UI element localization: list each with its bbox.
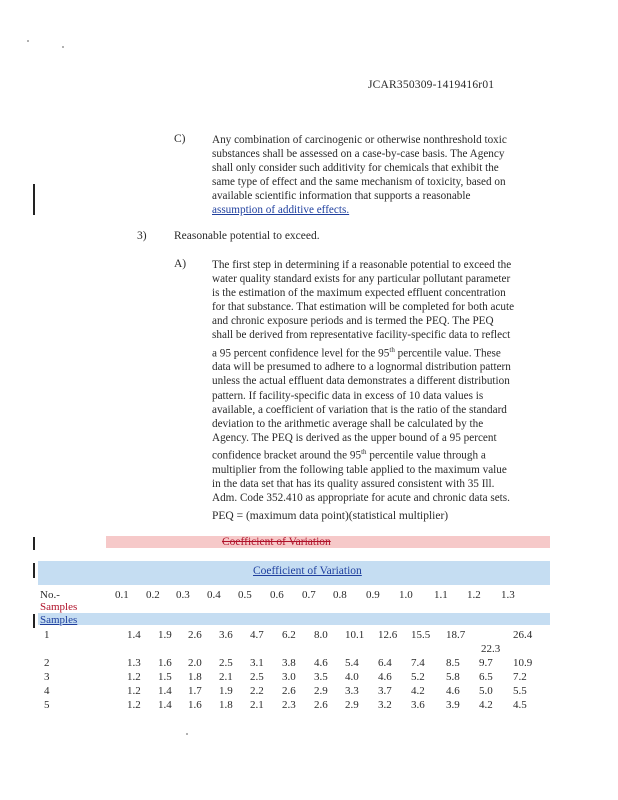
multiplier-cell: 2.5 [219,657,233,669]
change-bar [33,614,35,628]
multiplier-cell: 8.5 [446,657,460,669]
item-a-line: is the estimation of the maximum expected effluent concentration [212,287,506,300]
item-c-line: same type of effect and the same mechanism of toxicity, based on [212,176,506,189]
multiplier-cell: 2.6 [314,699,328,711]
cv-header-cell: 0.5 [238,589,252,601]
item-a-line: available, a coefficient of variation that is the ratio of the standard [212,403,507,416]
multiplier-cell: 3.2 [378,699,392,711]
multiplier-cell: 4.6 [446,685,460,697]
item-c-label: C) [174,133,186,145]
item-a-line: and chronic exposure periods and is termed the PEQ. The PEQ [212,315,494,328]
scan-speck [62,46,64,48]
multiplier-cell: 10.9 [513,657,533,669]
multiplier-cell: 5.2 [411,671,425,683]
multiplier-cell: 22.3 [481,643,501,655]
item-a-line: unless the actual effluent data demonstrates a different distribution [212,375,510,388]
item-a-line: Adm. Code 352.410 as appropriate for acute and chronic data sets. [212,491,510,504]
multiplier-cell: 1.6 [158,657,172,669]
multiplier-cell: 1.6 [188,699,202,711]
item-a-line: deviation to the arithmetic average shall be calculated by the [212,417,484,430]
cv-header-cell: 0.2 [146,589,160,601]
multiplier-cell: 2.0 [188,657,202,669]
item-c-line: Any combination of carcinogenic or otherwise nonthreshold toxic [212,134,507,146]
item-a-line: a 95 percent confidence level for the 95th percentile value. These [212,345,501,360]
multiplier-cell: 3.6 [219,629,233,641]
item-a-line: multiplier from the following table applied to the maximum value [212,463,507,476]
multiplier-cell: 5.0 [479,685,493,697]
item-c-inserted-text: assumption of additive effects. [212,204,350,217]
multiplier-cell: 1.8 [219,699,233,711]
multiplier-cell: 1.4 [158,699,172,711]
change-bar [33,563,35,578]
change-bar [33,537,35,550]
item-a-paragraph [212,258,552,505]
item-a-line: data will be presumed to adhere to a lognormal distribution pattern [212,361,511,374]
cv-header-cell: 1.0 [399,589,413,601]
multiplier-cell: 5.4 [345,657,359,669]
multiplier-cell: 2.2 [250,685,264,697]
cv-header-cell: 0.3 [176,589,190,601]
cv-header-cell: 1.1 [434,589,448,601]
multiplier-cell: 4.6 [378,671,392,683]
multiplier-cell: 1.9 [219,685,233,697]
multiplier-cell: 9.7 [479,657,493,669]
multiplier-cell: 7.4 [411,657,425,669]
multiplier-cell: 3.1 [250,657,264,669]
multiplier-cell: 3.5 [314,671,328,683]
multiplier-cell: 2.6 [282,685,296,697]
multiplier-cell: 26.4 [513,629,533,641]
multiplier-cell: 2.3 [282,699,296,711]
multiplier-cell: 4.7 [250,629,264,641]
sample-count-cell: 1 [44,629,50,641]
multiplier-cell: 1.3 [127,657,141,669]
samples-struck-label: Samples [40,601,78,613]
document-id: JCAR350309-1419416r01 [368,79,495,91]
no-column-label: No.- [40,589,60,601]
multiplier-cell: 7.2 [513,671,527,683]
multiplier-cell: 4.2 [411,685,425,697]
multiplier-cell: 3.8 [282,657,296,669]
multiplier-cell: 1.4 [127,629,141,641]
multiplier-cell: 6.2 [282,629,296,641]
multiplier-cell: 4.5 [513,699,527,711]
multiplier-cell: 2.6 [188,629,202,641]
multiplier-cell: 1.4 [158,685,172,697]
cv-header-cell: 0.7 [302,589,316,601]
item-c-line: shall only consider such additivity for chemicals that exhibit the [212,162,499,175]
multiplier-cell: 1.2 [127,685,141,697]
peq-formula: PEQ = (maximum data point)(statistical multiplier) [212,510,449,522]
multiplier-cell: 1.7 [188,685,202,697]
item-a-line: shall be derived from representative facility-specific data to reflect [212,329,511,342]
item-3-label: 3) [137,230,147,242]
table-title: Coefficient of Variation [253,565,362,577]
multiplier-cell: 1.2 [127,699,141,711]
item-c-line: substances shall be assessed on a case-by-case basis. The Agency [212,148,505,161]
multiplier-cell: 2.9 [314,685,328,697]
multiplier-cell: 5.8 [446,671,460,683]
multiplier-cell: 1.9 [158,629,172,641]
item-a-line: Agency. The PEQ is derived as the upper bound of a 95 percent [212,431,497,444]
inserted-samples-band [38,613,550,625]
multiplier-cell: 2.5 [250,671,264,683]
item-a-line: for that substance. That estimation will be completed for both acute [212,301,515,314]
sample-count-cell: 2 [44,657,50,669]
multiplier-cell: 2.1 [219,671,233,683]
multiplier-cell: 3.0 [282,671,296,683]
scan-speck [27,40,29,42]
multiplier-cell: 12.6 [378,629,398,641]
item-c-paragraph [212,133,552,218]
multiplier-cell: 5.5 [513,685,527,697]
cv-header-cell: 0.6 [270,589,284,601]
scan-speck [186,733,188,735]
multiplier-cell: 10.1 [345,629,365,641]
sample-count-cell: 3 [44,671,50,683]
multiplier-cell: 18.7 [446,629,466,641]
cv-header-cell: 0.1 [115,589,129,601]
multiplier-cell: 6.4 [378,657,392,669]
multiplier-cell: 6.5 [479,671,493,683]
multiplier-cell: 4.0 [345,671,359,683]
multiplier-cell: 4.6 [314,657,328,669]
multiplier-cell: 3.9 [446,699,460,711]
sample-count-cell: 4 [44,685,50,697]
multiplier-cell: 15.5 [411,629,431,641]
multiplier-cell: 3.3 [345,685,359,697]
multiplier-cell: 4.2 [479,699,493,711]
item-a-line: in the data set that has its quality assured consistent with 35 Ill. [212,477,495,490]
struck-table-title: Coefficient of Variation [222,536,331,548]
multiplier-cell: 2.9 [345,699,359,711]
cv-header-cell: 1.2 [467,589,481,601]
multiplier-cell: 1.8 [188,671,202,683]
item-a-line: confidence bracket around the 95th percentile value through a [212,447,486,462]
multiplier-cell: 8.0 [314,629,328,641]
change-bar [33,184,35,215]
samples-inserted-label: Samples [40,614,78,626]
item-c-line: available scientific information that supports a reasonable [212,190,471,203]
cv-header-cell: 0.4 [207,589,221,601]
multiplier-cell: 3.6 [411,699,425,711]
cv-header-cell: 1.3 [501,589,515,601]
item-a-line: water quality standard exists for any particular pollutant parameter [212,273,511,286]
item-a-label: A) [174,258,187,270]
multiplier-cell: 1.5 [158,671,172,683]
multiplier-cell: 3.7 [378,685,392,697]
multiplier-cell: 1.2 [127,671,141,683]
cv-header-cell: 0.9 [366,589,380,601]
item-3-heading: Reasonable potential to exceed. [174,230,320,242]
sample-count-cell: 5 [44,699,50,711]
cv-header-cell: 0.8 [333,589,347,601]
multiplier-cell: 2.1 [250,699,264,711]
item-a-line: The first step in determining if a reasonable potential to exceed the [212,259,512,271]
item-a-line: pattern. If facility-specific data in excess of 10 data values is [212,389,484,402]
